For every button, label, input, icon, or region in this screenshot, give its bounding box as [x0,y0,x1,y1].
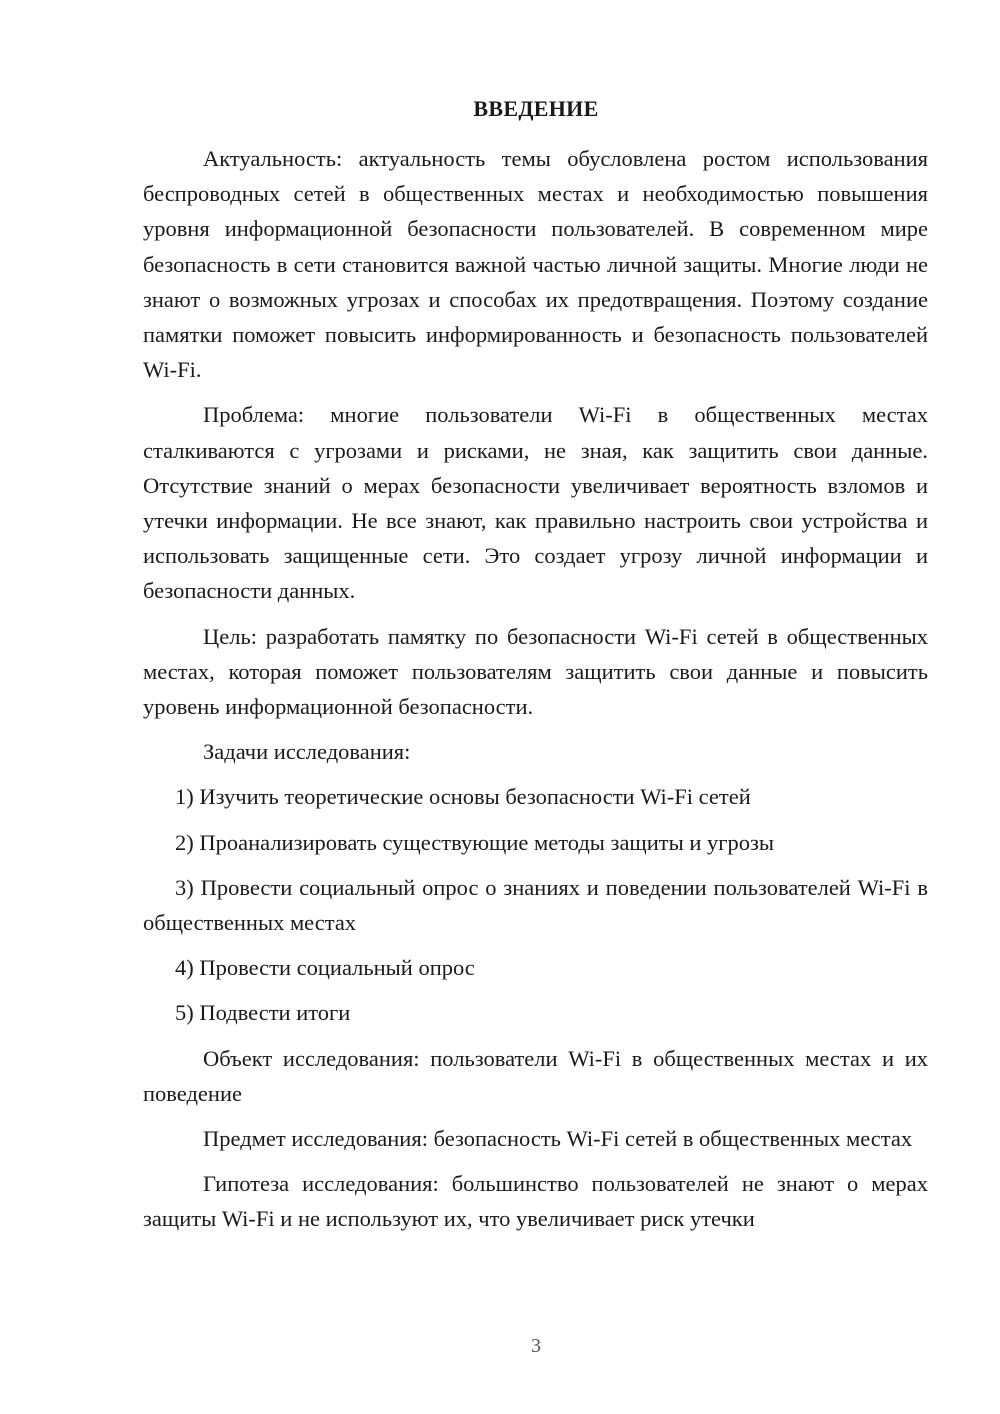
paragraph-object: Объект исследования: пользователи Wi-Fi в общественных местах и их поведение [143,1045,928,1106]
paragraph-tasks-heading: Задачи исследования: [203,739,411,765]
task-item-5: 5) Подвести итоги [175,1000,351,1026]
paragraph-hypothesis: Гипотеза исследования: большинство пользователей не знают о мерах защиты Wi-Fi и не используют их, что увеличивает риск утечки [143,1171,928,1232]
document-body [143,141,928,1237]
paragraph-goal: Цель: разработать памятку по безопасности Wi-Fi сетей в общественных местах, которая поможет пользователям защитить свои данные и повысить уровень информационной безопасности. [143,623,928,720]
paragraph-problem: Проблема: многие пользователи Wi-Fi в общественных местах сталкиваются с угрозами и рисками, не зная, как защитить свои данные. Отсутствие знаний о мерах безопасности увеличивает вероятность взломов и утечки информации. Не все знают, как правильно настроить свои устройства и использовать защищенные сети. Это создает угрозу личной информации и безопасности данных. [143,402,928,604]
task-item-1: 1) Изучить теоретические основы безопасности Wi-Fi сетей [175,784,751,810]
task-item-4: 4) Провести социальный опрос [175,955,475,981]
paragraph-subject: Предмет исследования: безопасность Wi-Fi сетей в общественных местах [203,1126,913,1152]
task-item-2: 2) Проанализировать существующие методы защиты и угрозы [175,829,775,855]
section-title: ВВЕДЕНИЕ [473,96,599,121]
task-item-3: 3) Провести социальный опрос о знаниях и поведении пользователей Wi-Fi в общественных местах [143,874,928,936]
page-number: 3 [531,1335,541,1357]
paragraph-relevance: Актуальность: актуальность темы обусловлена ростом использования беспроводных сетей в общественных местах и необходимостью повышения уровня информационной безопасности пользователей. В современном мире безопасность в сети становится важной частью личной защиты. Многие люди не знают о возможных угрозах и способах их предотвращения. Поэтому создание памятки поможет повысить информированность и безопасность пользователей Wi-Fi. [143,146,928,383]
